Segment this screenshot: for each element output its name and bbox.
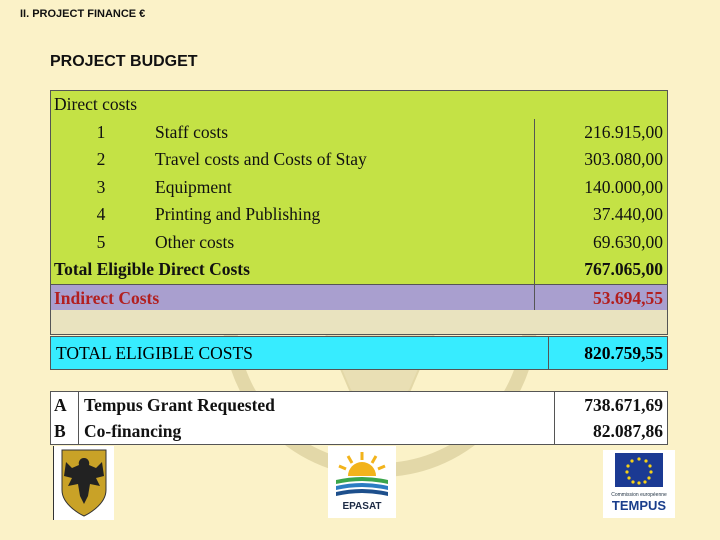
amount-cell [548, 337, 667, 369]
total-direct-label: Total Eligible Direct Costs [54, 259, 250, 279]
total-eligible-amount: 820.759,55 [584, 343, 663, 363]
item-number: 1 [96, 121, 106, 142]
funding-letter: B [54, 421, 66, 441]
tempus-logo [603, 450, 675, 518]
amount-cell [534, 229, 667, 257]
commission-label: Commission européenne [611, 492, 667, 498]
table-row [51, 229, 667, 257]
amount-cell [534, 285, 667, 313]
indirect-costs-amount: 53.694,55 [593, 287, 663, 308]
epasat-label: EPASAT [342, 501, 382, 512]
epasat-logo [328, 446, 396, 518]
item-amount: 140.000,00 [584, 176, 663, 197]
eu-flag-icon [603, 450, 675, 490]
table-row [51, 201, 667, 229]
total-direct-amount: 767.065,00 [584, 259, 663, 279]
total-eligible-row [50, 336, 668, 370]
page-title: PROJECT BUDGET [50, 53, 198, 70]
funding-table [50, 391, 668, 445]
item-number: 2 [96, 149, 106, 169]
table-row [51, 174, 667, 202]
funding-amount: 738.671,69 [584, 395, 663, 415]
table-row [51, 418, 667, 444]
item-amount: 69.630,00 [593, 231, 663, 252]
amount-cell [534, 174, 667, 202]
total-direct-row [51, 256, 667, 284]
budget-table [50, 90, 668, 313]
item-amount: 216.915,00 [584, 121, 663, 142]
item-amount: 303.080,00 [584, 149, 663, 169]
table-spacer [50, 310, 668, 335]
university-crest-logo [53, 446, 114, 520]
amount-cell [534, 146, 667, 174]
item-description: Other costs [155, 231, 235, 252]
item-description: Printing and Publishing [155, 204, 321, 224]
item-number: 3 [96, 176, 106, 197]
direct-costs-heading: Direct costs [54, 94, 138, 114]
table-row [51, 146, 667, 174]
funding-letter: A [54, 395, 67, 415]
funding-amount: 82.087,86 [593, 421, 663, 441]
item-amount: 37.440,00 [593, 204, 663, 224]
indirect-costs-label: Indirect Costs [54, 287, 160, 308]
item-description: Staff costs [155, 121, 229, 142]
item-number: 4 [96, 204, 106, 224]
table-row [51, 119, 667, 147]
amount-cell [534, 201, 667, 229]
indirect-costs-row [51, 284, 667, 313]
item-description: Equipment [155, 176, 232, 197]
amount-cell [534, 256, 667, 284]
table-row [51, 392, 667, 418]
funding-description: Co-financing [84, 421, 182, 441]
direct-costs-heading-row [51, 91, 667, 119]
amount-cell [534, 119, 667, 147]
eagle-crest-icon [54, 446, 114, 520]
sun-waves-icon [328, 446, 396, 498]
section-label: II. PROJECT FINANCE € [20, 8, 146, 20]
tempus-label: TEMPUS [611, 498, 667, 513]
total-eligible-label: TOTAL ELIGIBLE COSTS [56, 343, 253, 363]
funding-description: Tempus Grant Requested [84, 395, 275, 415]
item-description: Travel costs and Costs of Stay [155, 149, 367, 169]
item-number: 5 [96, 231, 106, 252]
